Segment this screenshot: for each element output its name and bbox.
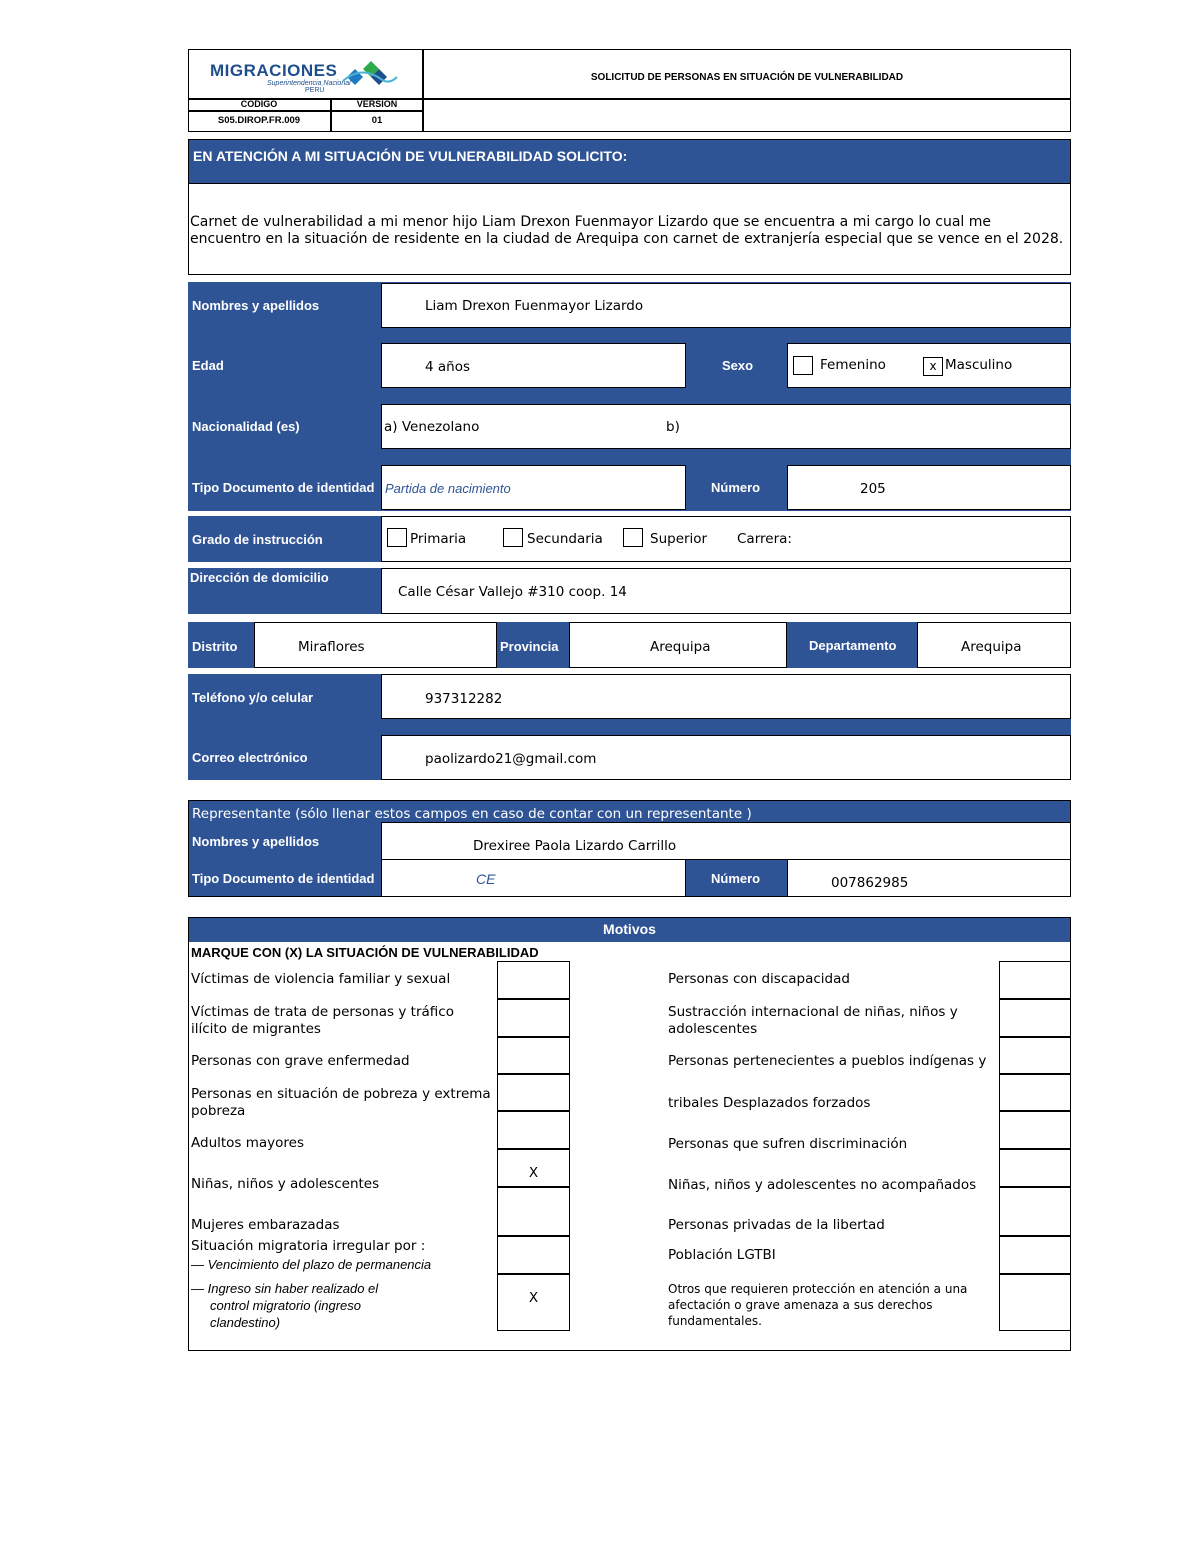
- sex-male-label: Masculino: [945, 357, 1013, 373]
- reason-right-4-checkbox[interactable]: [999, 1074, 1071, 1111]
- nationality-a: a) Venezolano: [384, 419, 480, 435]
- sex-field: [787, 343, 1071, 388]
- sex-female-label: Femenino: [820, 357, 886, 373]
- version-value: 01: [371, 115, 383, 126]
- reasons-heading: Motivos: [603, 921, 656, 937]
- rep-name-label: Nombres y apellidos: [192, 834, 320, 849]
- rep-number-label: Número: [711, 871, 761, 886]
- name-value: Liam Drexon Fuenmayor Lizardo: [425, 298, 644, 314]
- department-value: Arequipa: [961, 639, 1022, 655]
- reason-right-9: Otros que requieren protección en atención a una afectación o grave amenaza a sus derechos fundamentales.: [668, 1282, 968, 1328]
- email-label: Correo electrónico: [192, 750, 308, 765]
- header-divider-h2: [188, 110, 423, 112]
- reason-left-5-checkbox[interactable]: [497, 1111, 570, 1149]
- irregular-b-line1: — Ingreso sin haber realizado el: [191, 1281, 379, 1296]
- nationality-b: b): [666, 419, 680, 435]
- email-field[interactable]: [381, 735, 1071, 780]
- reason-right-1: Personas con discapacidad: [668, 971, 850, 987]
- edu-secondary-label: Secundaria: [527, 531, 603, 547]
- reason-right-1-checkbox[interactable]: [999, 961, 1071, 999]
- reason-right-9-checkbox[interactable]: [999, 1274, 1071, 1331]
- phone-field[interactable]: [381, 674, 1071, 719]
- reasons-heading-bar: [189, 918, 1070, 942]
- education-field: [381, 516, 1071, 562]
- address-label: Dirección de domicilio: [190, 570, 329, 585]
- edu-primary-checkbox[interactable]: [387, 528, 407, 547]
- reason-right-6: Niñas, niños y adolescentes no acompañados: [668, 1177, 977, 1193]
- reason-right-2: Sustracción internacional de niñas, niños y adolescentes: [668, 1004, 958, 1037]
- representative-heading: Representante (sólo llenar estos campos en caso de contar con un representante ): [192, 806, 752, 822]
- reason-left-7-checkbox[interactable]: [497, 1187, 570, 1236]
- phone-value: 937312282: [425, 691, 503, 707]
- reason-left-6: Niñas, niños y adolescentes: [191, 1176, 380, 1192]
- name-field[interactable]: [381, 283, 1071, 328]
- address-value: Calle César Vallejo #310 coop. 14: [398, 584, 627, 600]
- rep-number-value: 007862985: [831, 875, 909, 891]
- rep-doc-type-label: Tipo Documento de identidad: [192, 871, 375, 886]
- rep-name-value: Drexiree Paola Lizardo Carrillo: [473, 838, 677, 854]
- department-field[interactable]: [917, 622, 1071, 668]
- logo-subtext: Superintendencia Nacional: [267, 80, 351, 87]
- reason-right-8: Población LGTBI: [668, 1247, 776, 1263]
- reason-right-3: Personas pertenecientes a pueblos indígenas y: [668, 1053, 987, 1069]
- phone-label: Teléfono y/o celular: [192, 690, 314, 705]
- edu-superior-checkbox[interactable]: [623, 528, 643, 547]
- migraciones-logo: [205, 55, 405, 95]
- province-field[interactable]: [569, 622, 787, 668]
- rep-name-field[interactable]: [381, 822, 1071, 860]
- reason-left-1: Víctimas de violencia familiar y sexual: [191, 971, 451, 987]
- doc-type-field[interactable]: [381, 465, 686, 510]
- reason-right-4: tribales Desplazados forzados: [668, 1095, 871, 1111]
- reason-left-4-checkbox[interactable]: [497, 1074, 570, 1111]
- migraciones-emblem-icon: [341, 55, 399, 91]
- reason-right-7-checkbox[interactable]: [999, 1187, 1071, 1236]
- request-heading: EN ATENCIÓN A MI SITUACIÓN DE VULNERABILIDAD SOLICITO:: [193, 148, 628, 164]
- reason-left-7: Mujeres embarazadas: [191, 1217, 340, 1233]
- number-label: Número: [711, 480, 761, 495]
- reason-left-1-checkbox[interactable]: [497, 961, 570, 999]
- email-value: paolizardo21@gmail.com: [425, 751, 597, 767]
- edu-superior-label: Superior: [650, 531, 708, 547]
- code-value: S05.DIROP.FR.009: [217, 115, 301, 126]
- department-label: Departamento: [809, 638, 897, 653]
- request-heading-bar: [189, 140, 1070, 184]
- rep-number-field[interactable]: [787, 859, 1071, 897]
- version-label: VERSIÓN: [356, 99, 398, 109]
- number-value: 205: [860, 481, 886, 497]
- edu-secondary-checkbox[interactable]: [503, 528, 523, 547]
- province-value: Arequipa: [650, 639, 711, 655]
- reason-right-5-checkbox[interactable]: [999, 1111, 1071, 1149]
- address-field[interactable]: [381, 568, 1071, 614]
- reason-left-6-checkbox[interactable]: X: [497, 1149, 570, 1187]
- sex-female-checkbox[interactable]: [793, 356, 813, 375]
- rep-doc-type-value: CE: [476, 871, 496, 887]
- reason-right-5: Personas que sufren discriminación: [668, 1136, 908, 1152]
- doc-type-value: Partida de nacimiento: [385, 481, 511, 496]
- name-label: Nombres y apellidos: [192, 298, 320, 313]
- reason-left-5: Adultos mayores: [191, 1135, 305, 1151]
- age-label: Edad: [192, 358, 224, 373]
- reason-left-3-checkbox[interactable]: [497, 1037, 570, 1074]
- request-text[interactable]: Carnet de vulnerabilidad a mi menor hijo Liam Drexon Fuenmayor Lizardo que se encuentra a mi cargo lo cual me encuentro en la situación de residente en la ciudad de Arequipa con carnet de extranjería especial que se vence en el 2028.: [190, 214, 1064, 247]
- district-label: Distrito: [192, 639, 238, 654]
- reasons-instruction: MARQUE CON (X) LA SITUACIÓN DE VULNERABILIDAD: [191, 945, 539, 960]
- irregular-a-checkbox[interactable]: [497, 1236, 570, 1274]
- education-label: Grado de instrucción: [192, 532, 323, 547]
- nationality-label: Nacionalidad (es): [192, 419, 300, 434]
- sex-male-checkbox[interactable]: x: [923, 357, 943, 376]
- form-title: SOLICITUD DE PERSONAS EN SITUACIÓN DE VULNERABILIDAD: [590, 72, 904, 83]
- reason-right-6-checkbox[interactable]: [999, 1149, 1071, 1187]
- irregular-b-line2: control migratorio (ingreso: [210, 1298, 362, 1313]
- logo-text: MIGRACIONES: [210, 61, 338, 80]
- reason-left-2: Víctimas de trata de personas y tráfico ilícito de migrantes: [191, 1004, 454, 1037]
- province-label: Provincia: [500, 639, 559, 654]
- reason-right-3-checkbox[interactable]: [999, 1037, 1071, 1074]
- irregular-label: Situación migratoria irregular por :: [191, 1238, 426, 1254]
- irregular-b-line3: clandestino): [210, 1315, 281, 1330]
- age-value: 4 años: [425, 359, 471, 375]
- reason-right-7: Personas privadas de la libertad: [668, 1217, 885, 1233]
- district-field[interactable]: [254, 622, 497, 668]
- age-field[interactable]: [381, 343, 686, 388]
- edu-primary-label: Primaria: [410, 531, 467, 547]
- rep-doc-type-field[interactable]: [381, 859, 686, 897]
- reason-left-4: Personas en situación de pobreza y extrema pobreza: [191, 1086, 491, 1119]
- code-label: CÓDIGO: [240, 99, 278, 109]
- career-label[interactable]: Carrera:: [737, 531, 792, 547]
- reason-right-2-checkbox[interactable]: [999, 999, 1071, 1037]
- reason-left-2-checkbox[interactable]: [497, 999, 570, 1037]
- district-value: Miraflores: [298, 639, 365, 655]
- doc-type-label: Tipo Documento de identidad: [192, 480, 375, 495]
- irregular-a-label: — Vencimiento del plazo de permanencia: [191, 1257, 432, 1272]
- reason-right-8-checkbox[interactable]: [999, 1236, 1071, 1274]
- irregular-b-checkbox[interactable]: X: [497, 1274, 570, 1331]
- reason-left-3: Personas con grave enfermedad: [191, 1053, 410, 1069]
- nationality-field[interactable]: [381, 404, 1071, 449]
- number-field[interactable]: [787, 465, 1071, 510]
- logo-country: PERÚ: [305, 87, 325, 94]
- sex-label: Sexo: [722, 358, 754, 373]
